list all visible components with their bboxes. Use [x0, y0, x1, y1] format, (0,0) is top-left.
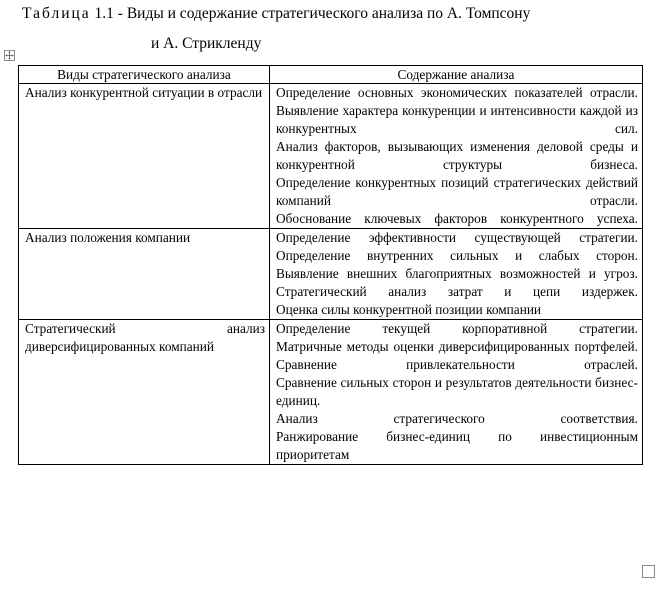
content-item: Анализ факторов, вызывающих изменения деловой среды и конкурентной структуры бизнеса. [276, 139, 638, 172]
move-arrows-icon [5, 51, 14, 60]
analysis-content-cell [270, 84, 643, 229]
content-item: Определение текущей корпоративной стратегии. [276, 321, 638, 336]
content-item: Анализ стратегического соответствия. [276, 411, 638, 426]
content-item: Ранжирование бизнес-единиц по инвестиционным приоритетам [276, 429, 638, 462]
table-row [19, 229, 643, 320]
header-analysis-types: Виды стратегического анализа [19, 66, 270, 84]
content-item: Матричные методы оценки диверсифицированных портфелей. [276, 339, 638, 354]
content-item: Определение основных экономических показателей отрасли. [276, 85, 638, 100]
table-caption [22, 4, 530, 24]
analysis-content-cell [270, 229, 643, 320]
table-move-handle-icon[interactable] [4, 50, 15, 61]
content-item: Сравнение привлекательности отраслей. [276, 357, 638, 372]
content-item: Оценка силы конкурентной позиции компании [276, 302, 542, 317]
caption-title: 1.1 - Виды и содержание стратегического анализа по А. Томпсону [90, 5, 531, 22]
content-item: Сравнение сильных сторон и результатов деятельности бизнес-единиц. [276, 375, 638, 408]
table-header-row [19, 66, 643, 84]
analysis-type-cell: Анализ конкурентной ситуации в отрасли [19, 84, 270, 229]
table-resize-handle-icon[interactable] [642, 565, 655, 578]
content-item: Определение эффективности существующей стратегии. [276, 230, 638, 245]
table-row [19, 84, 643, 229]
table-caption-continuation: и А. Стрикленду [151, 35, 262, 52]
table-row [19, 320, 643, 465]
analysis-content-cell [270, 320, 643, 465]
content-item: Обоснование ключевых факторов конкурентного успеха. [276, 211, 638, 226]
strategic-analysis-table [18, 65, 643, 465]
content-item: Определение конкурентных позиций стратегических действий компаний отрасли. [276, 175, 638, 208]
analysis-type-cell: Стратегический анализ диверсифицированных компаний [19, 320, 270, 465]
content-item: Стратегический анализ затрат и цепи издержек. [276, 284, 638, 299]
caption-label: Таблица [22, 5, 91, 22]
analysis-type-cell: Анализ положения компании [19, 229, 270, 320]
content-item: Выявление внешних благоприятных возможностей и угроз. [276, 266, 638, 281]
header-analysis-content: Содержание анализа [270, 66, 643, 84]
content-item: Определение внутренних сильных и слабых сторон. [276, 248, 638, 263]
content-item: Выявление характера конкуренции и интенсивности каждой из конкурентных сил. [276, 103, 638, 136]
